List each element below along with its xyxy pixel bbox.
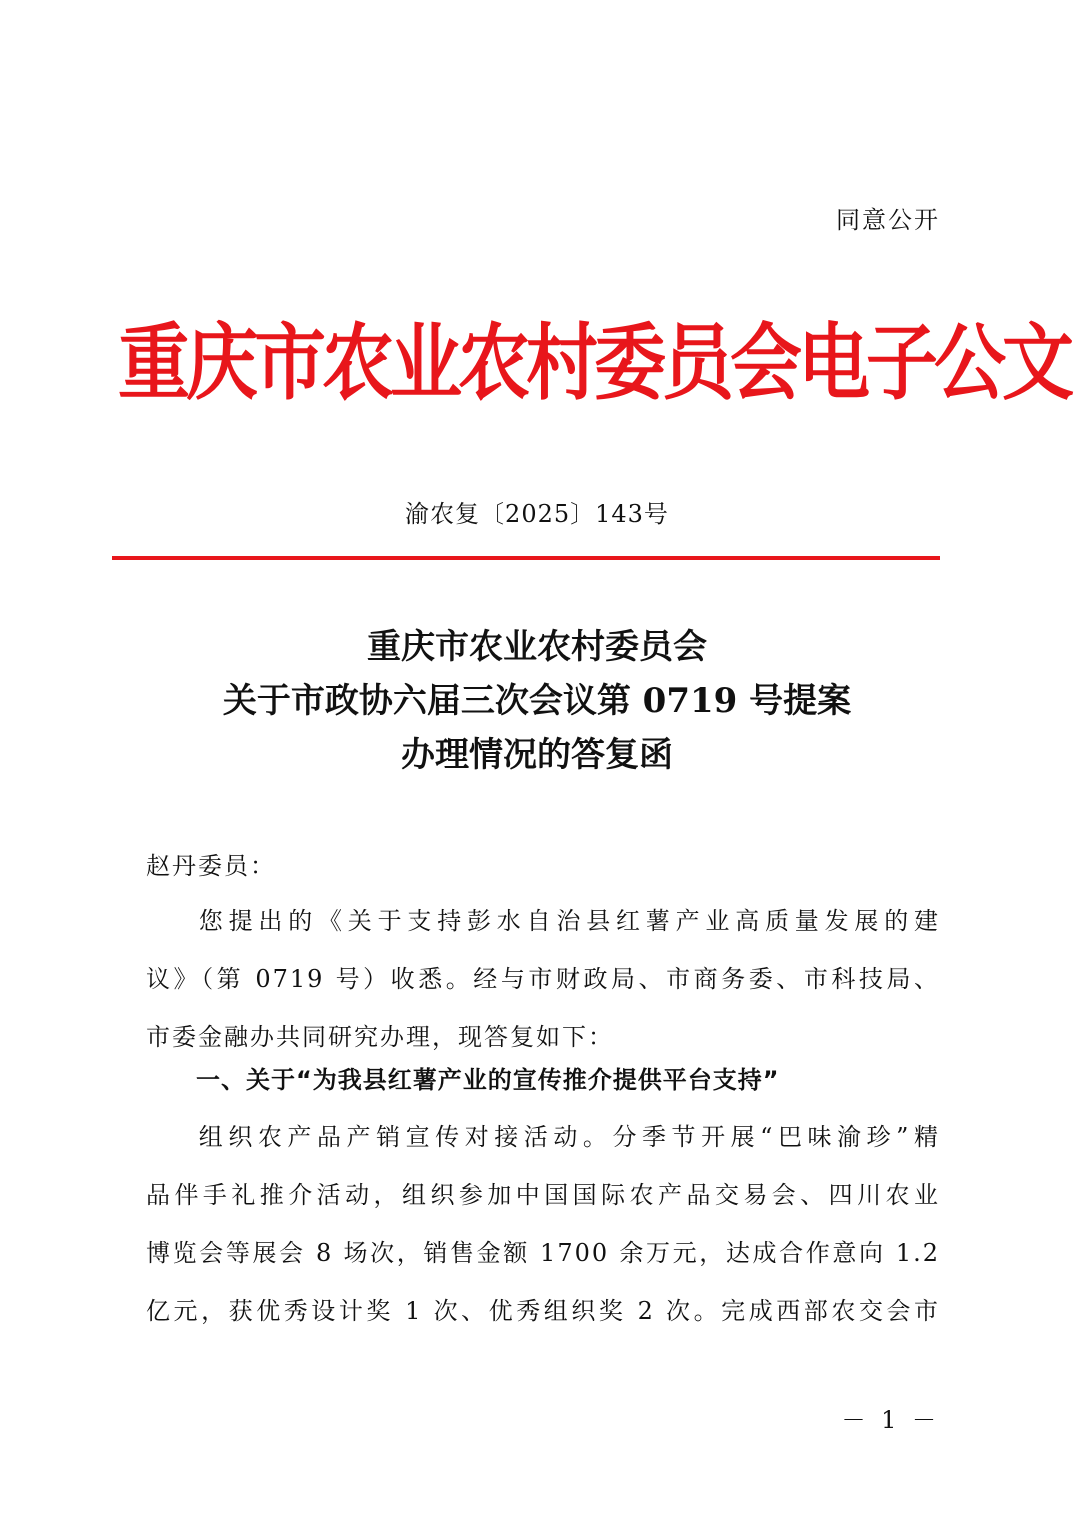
- paragraph-line: 市委金融办共同研究办理，现答复如下：: [146, 1023, 614, 1051]
- disclosure-label: 同意公开: [836, 206, 940, 234]
- title-line: 关于市政协六届三次会议第 0719 号提案: [222, 681, 852, 721]
- paragraph-line: 议》（第 0719 号）收悉。经与市财政局、市商务委、市科技局、: [146, 965, 940, 993]
- paragraph-line: 亿元，获优秀设计奖 1 次、优秀组织奖 2 次。完成西部农交会市: [146, 1297, 940, 1325]
- paragraph-2: [146, 1108, 940, 1340]
- page-number: － 1 －: [841, 1406, 940, 1434]
- section-heading-1: 一、关于“为我县红薯产业的宣传推介提供平台支持”: [196, 1066, 780, 1094]
- salutation: 赵丹委员：: [146, 852, 276, 880]
- red-separator-line: [112, 556, 940, 560]
- masthead-title: 重庆市农业农村委员会电子公文: [118, 314, 1071, 411]
- paragraph-line: 品伴手礼推介活动，组织参加中国国际农产品交易会、四川农业: [146, 1181, 940, 1209]
- title-line: 办理情况的答复函: [401, 735, 673, 775]
- document-title: [0, 620, 1074, 782]
- paragraph-line: 博览会等展会 8 场次，销售金额 1700 余万元，达成合作意向 1.2: [146, 1239, 940, 1267]
- title-line: 重庆市农业农村委员会: [367, 627, 707, 667]
- paragraph-1: [146, 892, 940, 1066]
- paragraph-line: 组织农产品产销宣传对接活动。分季节开展“巴味渝珍”精: [198, 1123, 940, 1151]
- paragraph-line: 您提出的《关于支持彭水自治县红薯产业高质量发展的建: [198, 907, 940, 935]
- document-number: 渝农复〔2025〕143号: [405, 500, 669, 528]
